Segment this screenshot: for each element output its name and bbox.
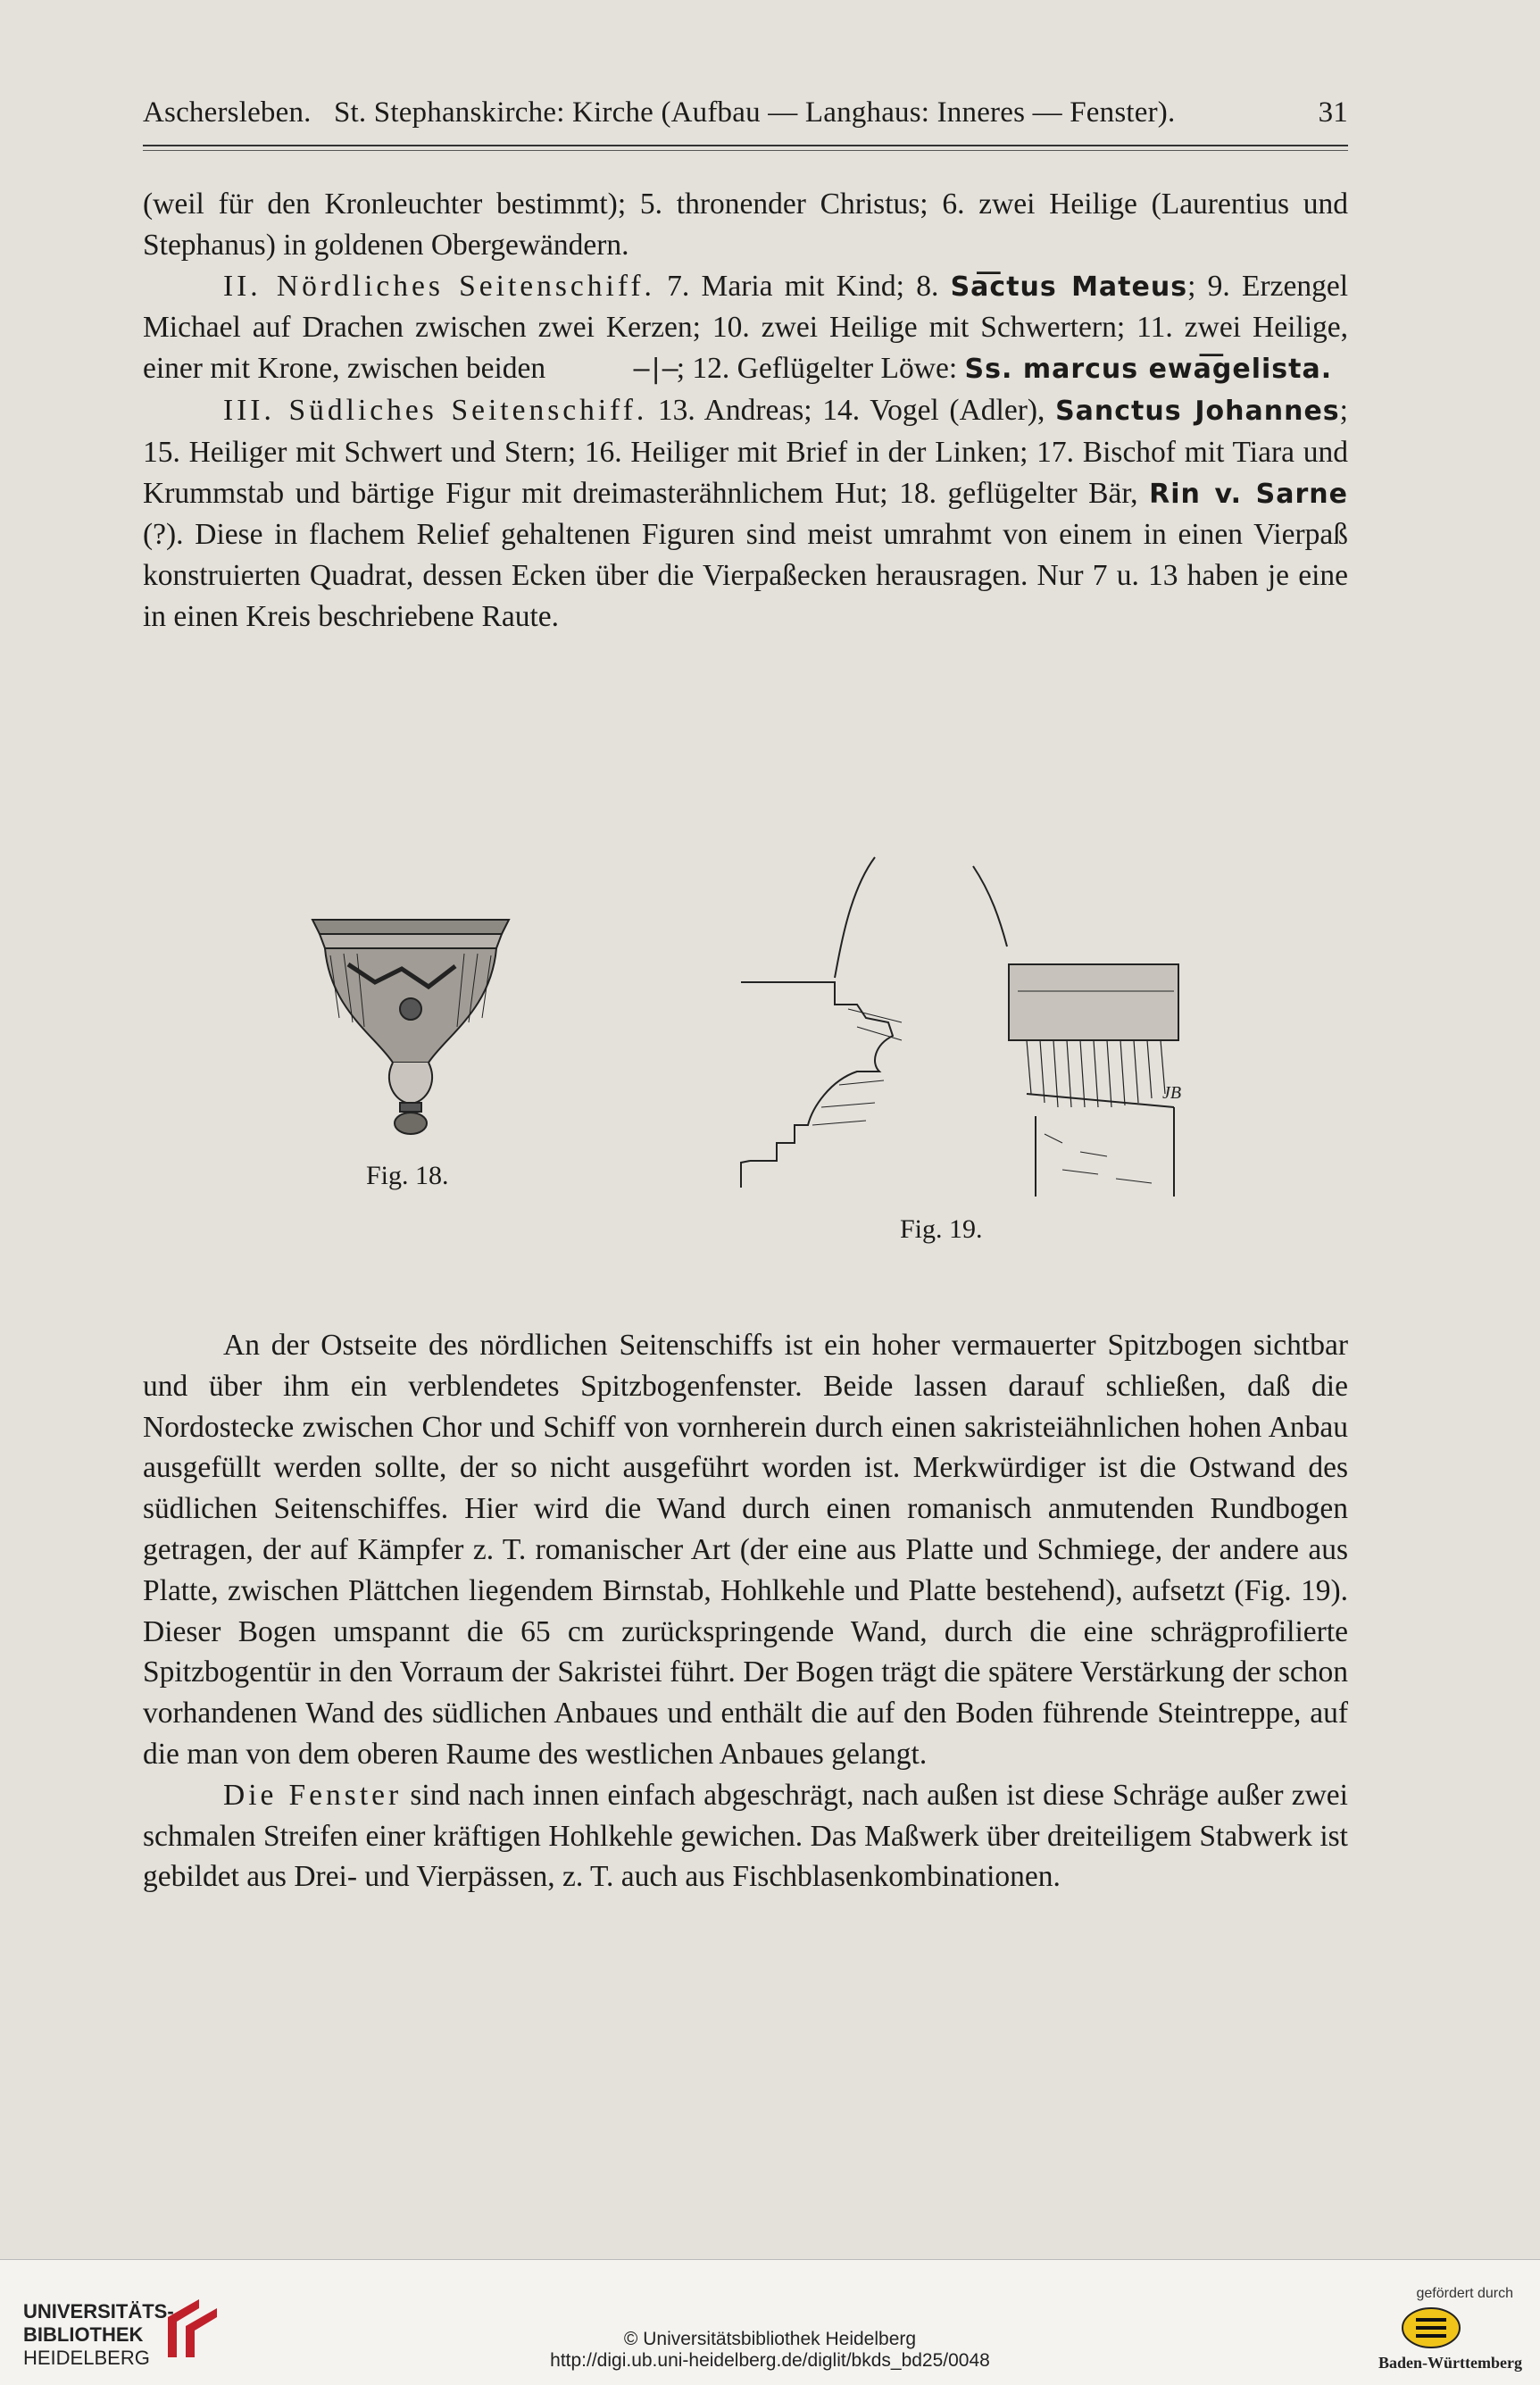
library-logo-text[interactable]: UNIVERSITÄTS- BIBLIOTHEK HEIDELBERG — [23, 2300, 174, 2369]
permalink[interactable]: http://digi.ub.uni-heidelberg.de/diglit/bkds_bd25/0048 — [550, 2350, 990, 2371]
figure-18-corbel — [295, 884, 527, 1152]
page-number: 31 — [1318, 96, 1348, 129]
body-text-lower — [143, 1325, 1348, 1897]
section-heading-south: III. Südliches Seitenschiff. — [223, 393, 648, 427]
figure-19-impost-profiles — [723, 848, 1205, 1205]
section-heading-windows: Die Fenster — [223, 1778, 403, 1812]
body-text-upper — [143, 184, 1348, 638]
cross-mark: ‒|‒ — [633, 354, 677, 386]
paragraph-windows: Die Fenster sind nach innen einfach abgeschrägt, nach außen ist diese Schräge außer zwei schmalen Streifen einer kräftigen Hohlkehle gewichen. Das Maßwerk über dreiteiligem Stabwerk ist gebildet aus Drei- und Vierpässen, z. T. auch aus Fischblasenkombinationen. — [143, 1778, 1348, 1894]
header-rule — [143, 145, 1348, 146]
section-heading-north: II. Nördliches Seitenschiff. — [223, 269, 655, 303]
paragraph-continuation: (weil für den Kronleuchter bestimmt); 5. thronender Christus; 6. zwei Heilige (Laurentius und Stephanus) in goldenen Obergewändern. — [143, 188, 1348, 262]
paragraph-east-wall: An der Ostseite des nördlichen Seitenschiffs ist ein hoher vermauerter Spitzbogen sichtbar und über ihm ein verblendetes Spitzbogenfenster. Beide lassen darauf schließen, daß die Nordostecke zwischen Chor und Schiff von vornherein durch einen sakristeiähnlichen hohen Anbau ausgefüllt werden sollte, der so nicht ausgeführt worden ist. Merkwürdiger ist die Ostwand des südlichen Seitenschiffes. Hier wird die Wand durch einen romanisch anmutenden Rundbogen getragen, der auf Kämpfer z. T. romanischer Art (der eine aus Platte und Schmiege, der andere aus Platte, zwischen Plättchen liegendem Birnstab, Hohlkehle und Platte bestehend), aufsetzt (Fig. 19). Dieser Bogen umspannt die 65 cm zurückspringende Wand, durch die eine schrägprofilierte Spitzbogentür in den Vorraum der Sakristei führt. Der Bogen trägt die spätere Verstärkung der schon vorhandenen Wand des südlichen Anbaues und enthält die auf den Boden führende Steintreppe, auf die man von dem oberen Raume des westlichen Anbaues gelangt. — [143, 1329, 1348, 1771]
inscription-marcus: Ss. marcus ewa͞gelista. — [964, 354, 1333, 386]
funded-by-label: gefördert durch — [1416, 2286, 1513, 2301]
figure-19-caption: Fig. 19. — [900, 1214, 983, 1244]
paragraph-south-aisle: III. Südliches Seitenschiff. 13. Andreas; 14. Vogel (Adler), Sanctus Johannes; 15. Heiliger mit Schwert und Stern; 16. Heiliger mit Brief in der Linken; 17. Bischof mit Tiara und Krummstab und bärtige Figur mit dreimasterähnlichem Hut; 18. geflügelter Bär, Rin v. Sarne (?). Diese in flachem Relief gehaltenen Figuren sind meist umrahmt von einem in einen Vierpaß konstruierten Quadrat, dessen Ecken über die Vierpaßecken herausragen. Nur 7 u. 13 haben je eine in einen Kreis beschriebene Raute. — [143, 393, 1348, 633]
figure-19-monogram: JB — [1162, 1083, 1182, 1103]
header-rule-thin — [143, 150, 1348, 151]
copyright-line: © Universitätsbibliothek Heidelberg — [623, 2329, 917, 2349]
figure-18-caption: Fig. 18. — [366, 1161, 449, 1190]
inscription-rin-v-sarne: Rin v. Sarne — [1149, 478, 1348, 510]
running-header — [143, 96, 1348, 136]
inscription-sanctus-johannes: Sanctus Johannes — [1055, 395, 1340, 427]
running-title: Aschersleben. St. Stephanskirche: Kirche (Aufbau — Langhaus: Inneres — Fenster). — [143, 96, 1176, 129]
inscription-sactus-mateus: Sa͞ctus Mateus — [950, 271, 1188, 303]
funder-name[interactable]: Baden-Württemberg — [1378, 2354, 1522, 2372]
baden-wuerttemberg-crest-icon — [1400, 2306, 1462, 2350]
paragraph-north-aisle: II. Nördliches Seitenschiff. 7. Maria mit Kind; 8. Sa͞ctus Mateus; 9. Erzengel Michael auf Drachen zwischen zwei Kerzen; 10. zwei Heilige mit Schwertern; 11. zwei Heilige, einer mit Krone, zwischen beiden ‒|‒; 12. Geflügelter Löwe: Ss. marcus ewa͞gelista. — [143, 266, 1348, 390]
